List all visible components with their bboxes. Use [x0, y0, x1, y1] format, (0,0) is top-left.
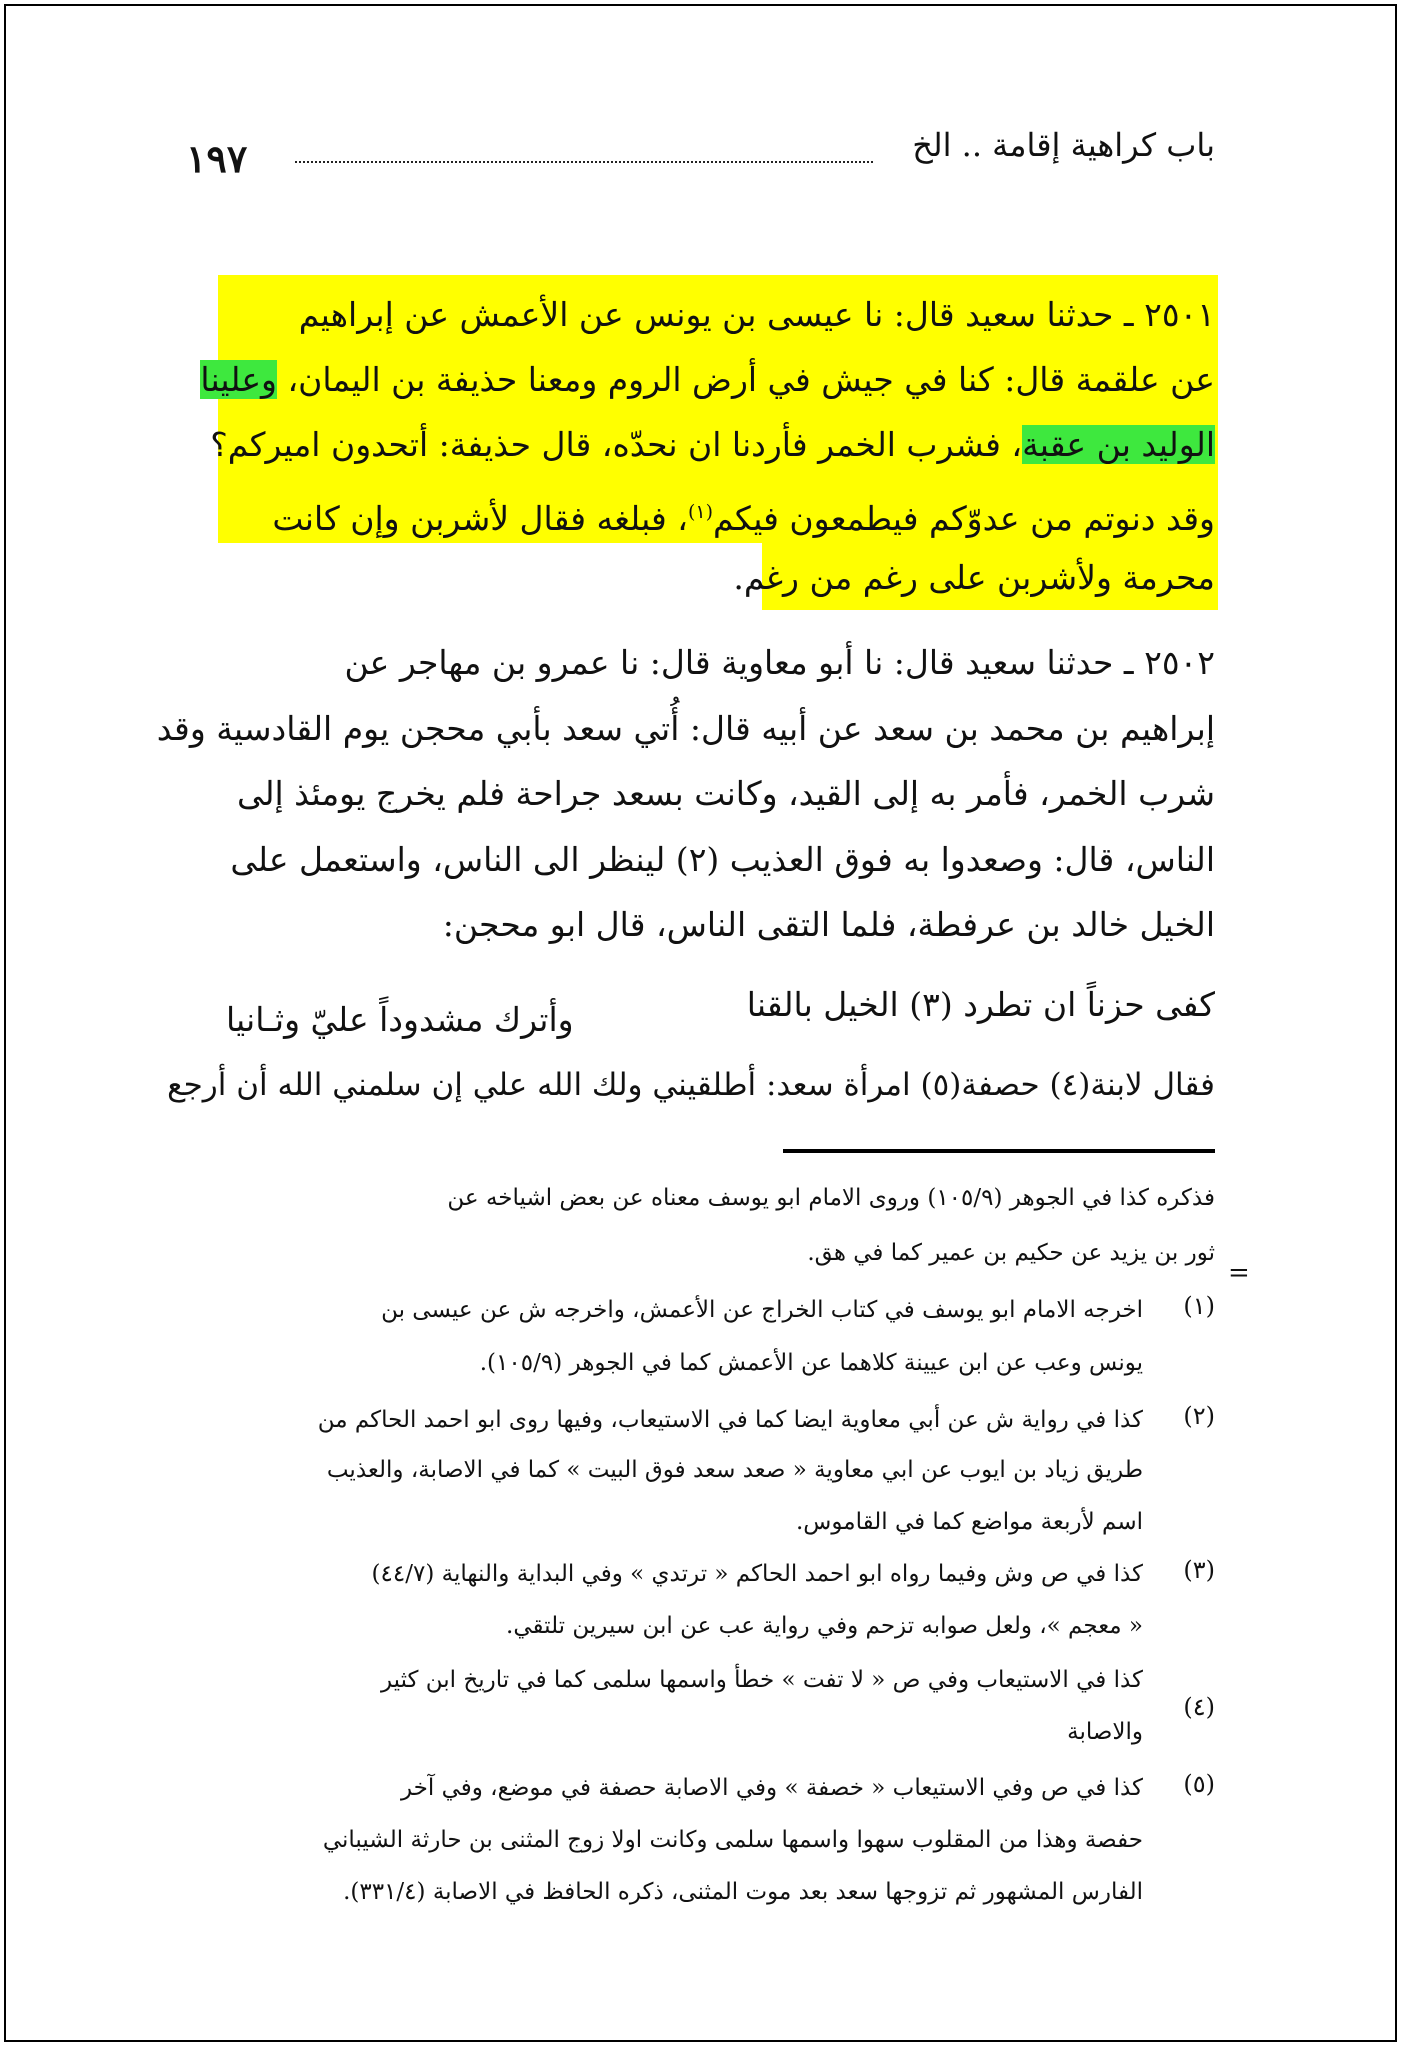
footnote-3-line-1: كذا في ص وش وفيما رواه ابو احمد الحاكم « ترتدي » وفي البداية والنهاية (٤٤/٧)	[371, 1561, 1143, 1587]
footnote-2-line-3: اسم لأربعة مواضع كما في القاموس.	[796, 1509, 1143, 1535]
hadith-2501-line-3: الوليد بن عقبة، فشرب الخمر فأردنا ان نحدّه، قال حذيفة: أتحدون اميركم؟	[210, 425, 1215, 464]
footnote-2-line-2: طريق زياد بن ايوب عن ابي معاوية « صعد سعد فوق البيت » كما في الاصابة، والعذيب	[326, 1457, 1143, 1483]
continuation-mark: =	[1228, 1258, 1250, 1288]
hadith-2502-line-4: الناس، قال: وصعدوا به فوق العذيب (٢) لينظر الى الناس، واستعمل على	[230, 840, 1215, 879]
hadith-2501-line-4: وقد دنوتم من عدوّكم فيطمعون فيكم$^{(١)}$، فبلغه فقال لأشربن وإن كانت	[272, 499, 1215, 538]
footnote-number-2: (٢)	[1183, 1402, 1215, 1430]
footnote-number-1: (١)	[1183, 1292, 1215, 1320]
hadith-2502-line-1: ٢٥٠٢ ـ حدثنا سعيد قال: نا أبو معاوية قال: نا عمرو بن مهاجر عن	[344, 643, 1215, 682]
hadith-2501-line-2: عن علقمة قال: كنا في جيش في أرض الروم ومعنا حذيفة بن اليمان، وعلينا	[200, 360, 1215, 399]
footnote-1-line-1: اخرجه الامام ابو يوسف في كتاب الخراج عن الأعمش، واخرجه ش عن عيسى بن	[381, 1297, 1143, 1323]
poem-hemistich-1: كفى حزناً ان تطرد (٣) الخيل بالقنا	[746, 985, 1215, 1024]
hadith-2502-line-5: الخيل خالد بن عرفطة، فلما التقى الناس، قال ابو محجن:	[442, 905, 1215, 944]
footnote-3-line-2: « معجم »، ولعل صوابه تزحم وفي رواية عب عن ابن سيرين تلتقي.	[506, 1613, 1143, 1639]
footnote-number-4: (٤)	[1183, 1693, 1215, 1721]
hadith-2501-line-1: ٢٥٠١ ـ حدثنا سعيد قال: نا عيسى بن يونس عن الأعمش عن إبراهيم	[298, 295, 1215, 334]
footnote-5-line-1: كذا في ص وفي الاستيعاب « خصفة » وفي الاصابة حصفة في موضع، وفي آخر	[400, 1775, 1143, 1801]
footnote-2-line-1: كذا في رواية ش عن أبي معاوية ايضا كما في الاستيعاب، وفيها روى ابو احمد الحاكم من	[317, 1407, 1143, 1433]
footnote-number-3: (٣)	[1183, 1556, 1215, 1584]
footnote-separator	[783, 1149, 1215, 1153]
footnote-number-5: (٥)	[1183, 1770, 1215, 1798]
footnote-continuation-line-1: فذكره كذا في الجوهر (١٠٥/٩) وروى الامام ابو يوسف معناه عن بعض اشياخه عن	[447, 1185, 1215, 1211]
footnote-continuation-line-2: ثور بن يزيد عن حكيم بن عمير كما في هق.	[807, 1240, 1215, 1266]
green-highlight-2: الوليد بن عقبة	[1022, 425, 1215, 464]
chapter-title: باب كراهية إقامة .. الخ	[912, 126, 1215, 164]
footnote-4-line-2: والاصابة	[1067, 1719, 1143, 1745]
footnote-5-line-2: حفصة وهذا من المقلوب سهوا واسمها سلمى وكانت اولا زوج المثنى بن حارثة الشيباني	[322, 1827, 1143, 1853]
hadith-2501-line-5: محرمة ولأشربن على رغم من رغم.	[733, 558, 1215, 597]
poem-hemistich-2: وأترك مشدوداً عليّ وثـانيا	[226, 1000, 574, 1039]
hadith-2502-line-3: شرب الخمر، فأمر به إلى القيد، وكانت بسعد جراحة فلم يخرج يومئذ إلى	[236, 774, 1215, 813]
page-number: ١٩٧	[186, 136, 248, 181]
footnote-ref-1: (١)	[687, 501, 714, 523]
footnote-4-line-1: كذا في الاستيعاب وفي ص « لا تفت » خطأ واسمها سلمى كما في تاريخ ابن كثير	[380, 1667, 1143, 1693]
footnote-1-line-2: يونس وعب عن ابن عيينة كلاهما عن الأعمش كما في الجوهر (١٠٥/٩).	[479, 1350, 1143, 1376]
footnote-5-line-3: الفارس المشهور ثم تزوجها سعد بعد موت المثنى، ذكره الحافظ في الاصابة (٣٣١/٤).	[343, 1879, 1143, 1905]
hadith-2502-last-line: فقال لابنة(٤) حصفة(٥) امرأة سعد: أطلقيني ولك الله علي إن سلمني الله أن أرجع	[167, 1067, 1215, 1103]
green-highlight-1: وعلينا	[200, 360, 277, 399]
hadith-2502-line-2: إبراهيم بن محمد بن سعد عن أبيه قال: أُتي سعد بأبي محجن يوم القادسية وقد	[156, 709, 1215, 748]
header-dotted-leader	[295, 161, 873, 163]
